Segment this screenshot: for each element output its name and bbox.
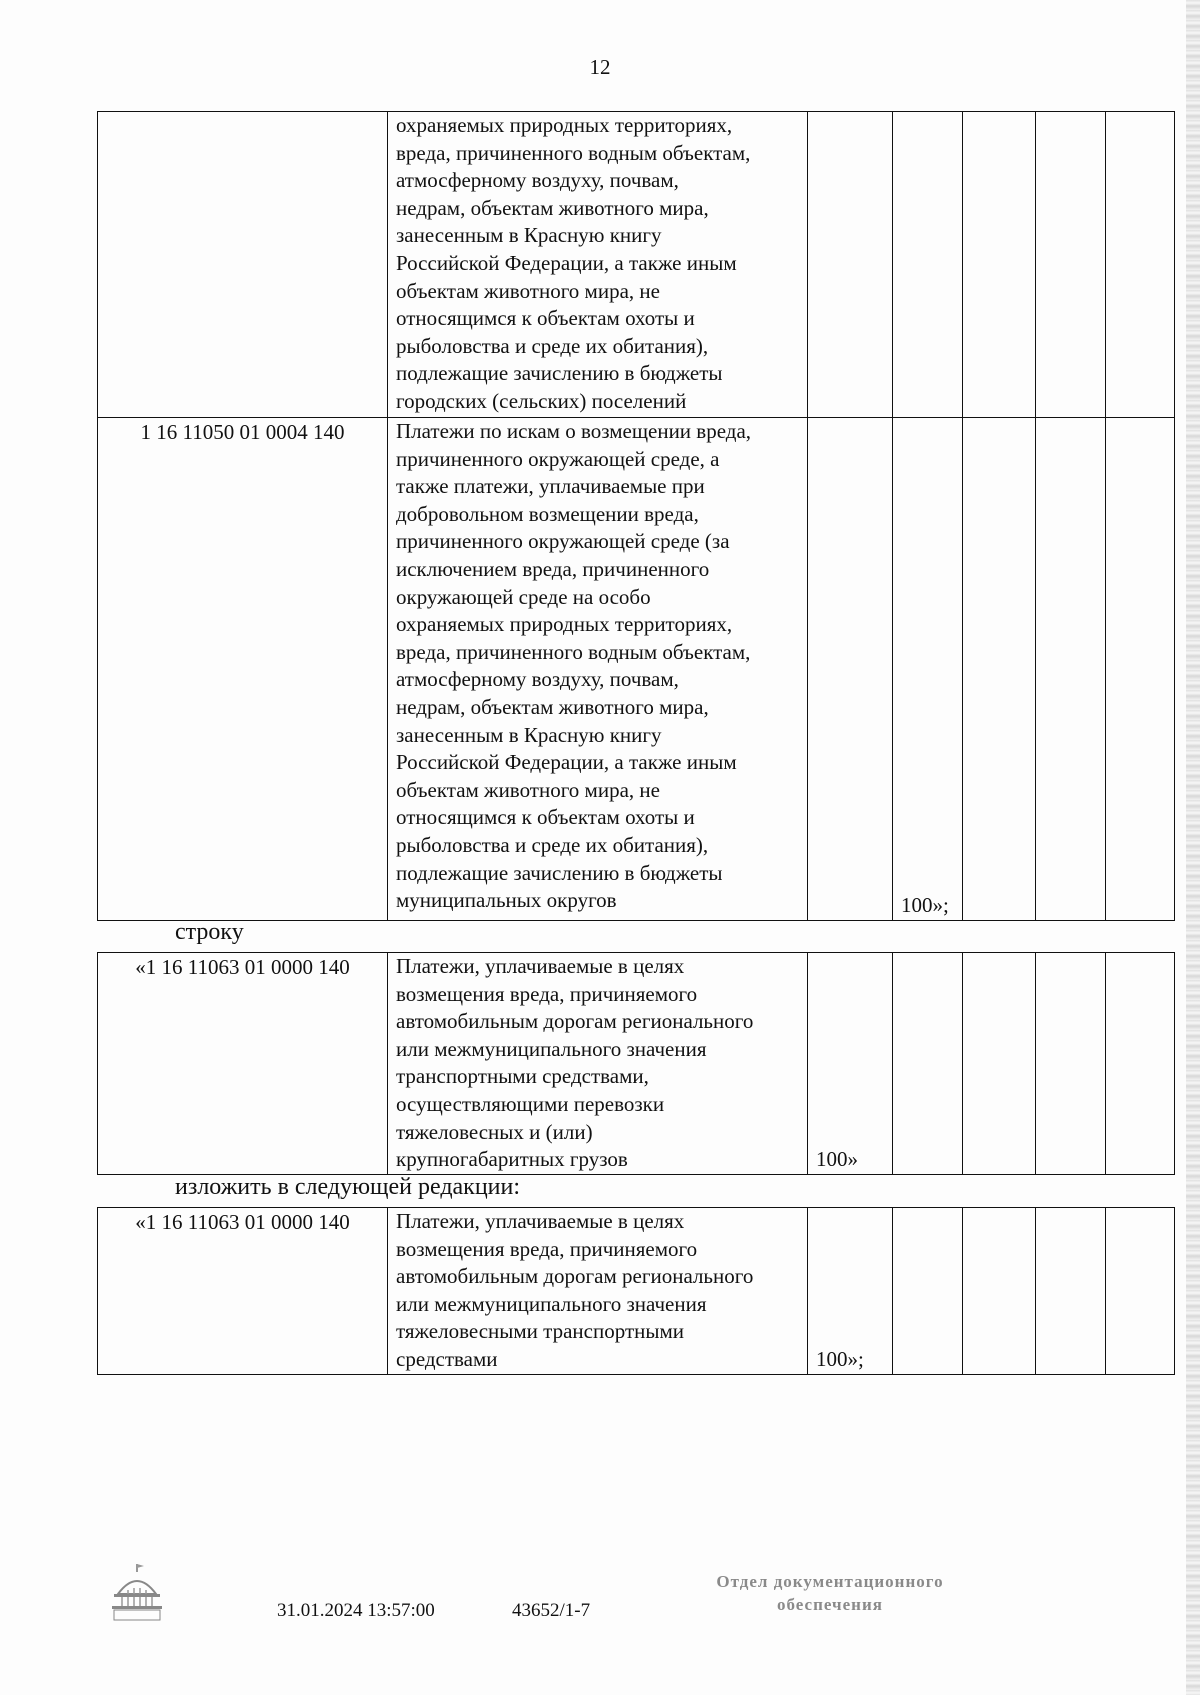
empty-cell (1106, 953, 1175, 1175)
text-line: рыболовства и среде их обитания), (396, 832, 709, 857)
text-line: возмещения вреда, причиняемого (396, 1236, 698, 1261)
text-line: атмосферному воздуху, почвам, (396, 168, 679, 193)
table-row (98, 112, 1175, 418)
stamp-line: обеспечения (777, 1595, 883, 1614)
footer-doc-number: 43652/1-7 (512, 1600, 591, 1621)
percent-cell: 100»; (893, 418, 963, 921)
text-line: или межмуниципального значения (396, 1291, 707, 1316)
empty-cell (963, 953, 1036, 1175)
text-line: Платежи, уплачиваемые в целях (396, 954, 685, 978)
text-line: относящимся к объектам охоты и (396, 306, 695, 331)
empty-cell (963, 1208, 1036, 1375)
revenue-table-old-row (97, 952, 1175, 1175)
text-line: занесенным в Красную книгу (396, 722, 662, 747)
label-stroku: строку (175, 919, 244, 945)
label-new-edition: изложить в следующей редакции: (175, 1174, 521, 1200)
text-line: автомобильным дорогам регионального (396, 1264, 754, 1289)
table-row (98, 953, 1175, 1175)
page-number: 12 (589, 55, 611, 79)
text-line: Платежи, уплачиваемые в целях (396, 1209, 685, 1233)
text-line: охраняемых природных территориях, (396, 113, 733, 137)
text-line: Российской Федерации, а также иным (396, 750, 737, 775)
revenue-table-new-row (97, 1207, 1175, 1375)
revenue-name-cell (388, 953, 808, 1175)
text-line: добровольном возмещении вреда, (396, 501, 699, 526)
text-line: исключением вреда, причиненного (396, 556, 710, 581)
text-line: рыболовства и среде их обитания), (396, 333, 709, 358)
text-line: Платежи по искам о возмещении вреда, (396, 419, 752, 443)
text-line: вреда, причиненного водным объектам, (396, 639, 751, 664)
text-line: муниципальных округов (396, 888, 617, 913)
text-line: средствами (396, 1346, 498, 1371)
empty-cell (1106, 1208, 1175, 1375)
text-line: транспортными средствами, (396, 1064, 649, 1089)
text-line: охраняемых природных территориях, (396, 612, 733, 637)
text-line: занесенным в Красную книгу (396, 223, 662, 248)
text-line: причиненного окружающей среде (за (396, 529, 730, 554)
empty-cell (963, 418, 1036, 921)
text-line: окружающей среде на особо (396, 584, 651, 609)
revenue-table-continuation (97, 111, 1175, 921)
text-line: объектам животного мира, не (396, 777, 660, 802)
table-row (98, 418, 1175, 921)
empty-cell (1106, 418, 1175, 921)
text-line: крупногабаритных грузов (396, 1147, 628, 1172)
text-line: недрам, объектам животного мира, (396, 694, 709, 719)
text-line: также платежи, уплачиваемые при (396, 474, 705, 499)
text-line: вреда, причиненного водным объектам, (396, 140, 751, 165)
empty-cell (808, 112, 893, 418)
empty-cell (893, 953, 963, 1175)
revenue-name-cell (388, 418, 808, 921)
text-line: недрам, объектам животного мира, (396, 195, 709, 220)
text-line: тяжеловесных и (или) (396, 1119, 593, 1144)
text-line: относящимся к объектам охоты и (396, 805, 695, 830)
text-line: или межмуниципального значения (396, 1036, 707, 1061)
empty-cell (893, 112, 963, 418)
kbk-code-cell (98, 112, 388, 418)
text-line: подлежащие зачислению в бюджеты (396, 361, 723, 386)
text-line: тяжеловесными транспортными (396, 1319, 685, 1344)
percent-cell: 100» (808, 953, 893, 1175)
department-stamp (690, 1570, 970, 1616)
revenue-name-cell (388, 1208, 808, 1375)
empty-cell (1036, 418, 1106, 921)
text-line: атмосферному воздуху, почвам, (396, 667, 679, 692)
kbk-code-cell: «1 16 11063 01 0000 140 (98, 1208, 388, 1375)
scan-edge-artifact (1186, 0, 1200, 1695)
kbk-code-cell: 1 16 11050 01 0004 140 (98, 418, 388, 921)
text-line: автомобильным дорогам регионального (396, 1009, 754, 1034)
empty-cell (1106, 112, 1175, 418)
text-line: возмещения вреда, причиняемого (396, 981, 698, 1006)
percent-cell: 100»; (808, 1208, 893, 1375)
empty-cell (1036, 1208, 1106, 1375)
stamp-line: Отдел документационного (716, 1572, 944, 1591)
table-row (98, 1208, 1175, 1375)
empty-cell (893, 1208, 963, 1375)
empty-cell (963, 112, 1036, 418)
text-line: осуществляющими перевозки (396, 1091, 665, 1116)
empty-cell (808, 418, 893, 921)
text-line: городских (сельских) поселений (396, 388, 687, 413)
text-line: Российской Федерации, а также иным (396, 250, 737, 275)
footer-datetime: 31.01.2024 13:57:00 (277, 1600, 435, 1621)
empty-cell (1036, 112, 1106, 418)
duma-logo-icon (108, 1560, 166, 1627)
empty-cell (1036, 953, 1106, 1175)
text-line: объектам животного мира, не (396, 278, 660, 303)
text-line: подлежащие зачислению в бюджеты (396, 860, 723, 885)
kbk-code-cell: «1 16 11063 01 0000 140 (98, 953, 388, 1175)
text-line: причиненного окружающей среде, а (396, 446, 720, 471)
revenue-name-cell (388, 112, 808, 418)
